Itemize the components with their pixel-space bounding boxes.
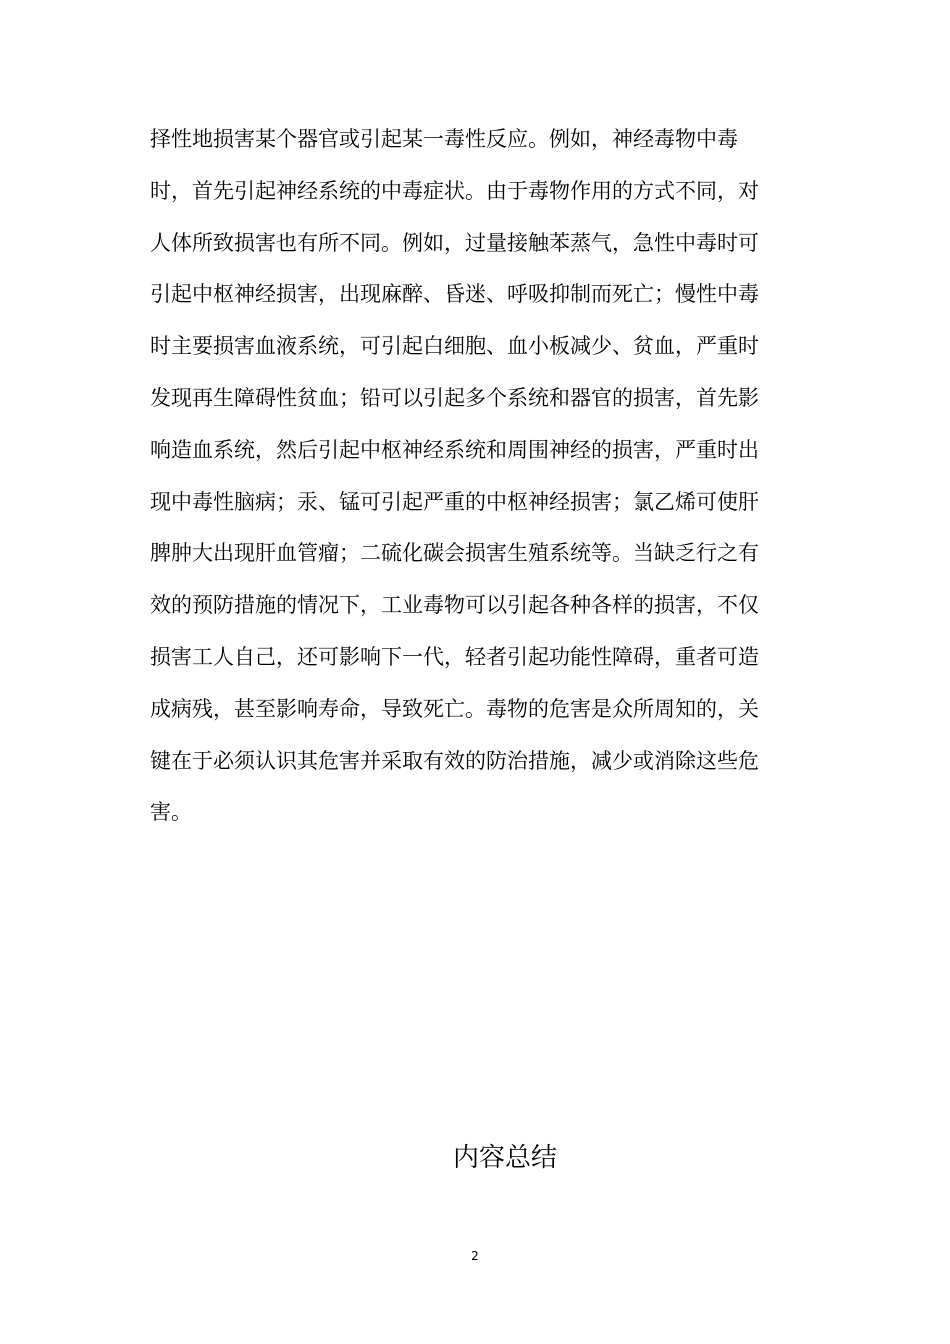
text-line: 效的预防措施的情况下，工业毒物可以引起各种各样的损害，不仅 [150, 593, 759, 618]
text-line: 引起中枢神经损害，出现麻醉、昏迷、呼吸抑制而死亡；慢性中毒 [150, 282, 759, 307]
body-paragraph [150, 114, 805, 839]
section-title: 内容总结 [452, 1143, 557, 1173]
text-line: 脾肿大出现肝血管瘤；二硫化碳会损害生殖系统等。当缺乏行之有 [150, 541, 759, 566]
text-line: 择性地损害某个器官或引起某一毒性反应。例如，神经毒物中毒 [150, 127, 738, 151]
text-line: 发现再生障碍性贫血；铅可以引起多个系统和器官的损害，首先影 [150, 385, 759, 410]
text-line: 损害工人自己，还可影响下一代，轻者引起功能性障碍，重者可造 [150, 644, 759, 669]
text-line: 响造血系统，然后引起中枢神经系统和周围神经的损害，严重时出 [150, 437, 759, 462]
text-line: 成病残，甚至影响寿命，导致死亡。毒物的危害是众所周知的，关 [150, 696, 759, 721]
text-line: 键在于必须认识其危害并采取有效的防治措施，减少或消除这些危 [150, 748, 759, 773]
text-line: 人体所致损害也有所不同。例如，过量接触苯蒸气，急性中毒时可 [150, 230, 759, 255]
text-line: 害。 [150, 800, 192, 825]
page-number: 2 [471, 1249, 479, 1263]
text-line: 现中毒性脑病；汞、锰可引起严重的中枢神经损害；氯乙烯可使肝 [150, 489, 759, 514]
text-line: 时主要损害血液系统，可引起白细胞、血小板减少、贫血，严重时 [150, 334, 759, 359]
text-line: 时，首先引起神经系统的中毒症状。由于毒物作用的方式不同，对 [150, 178, 759, 203]
